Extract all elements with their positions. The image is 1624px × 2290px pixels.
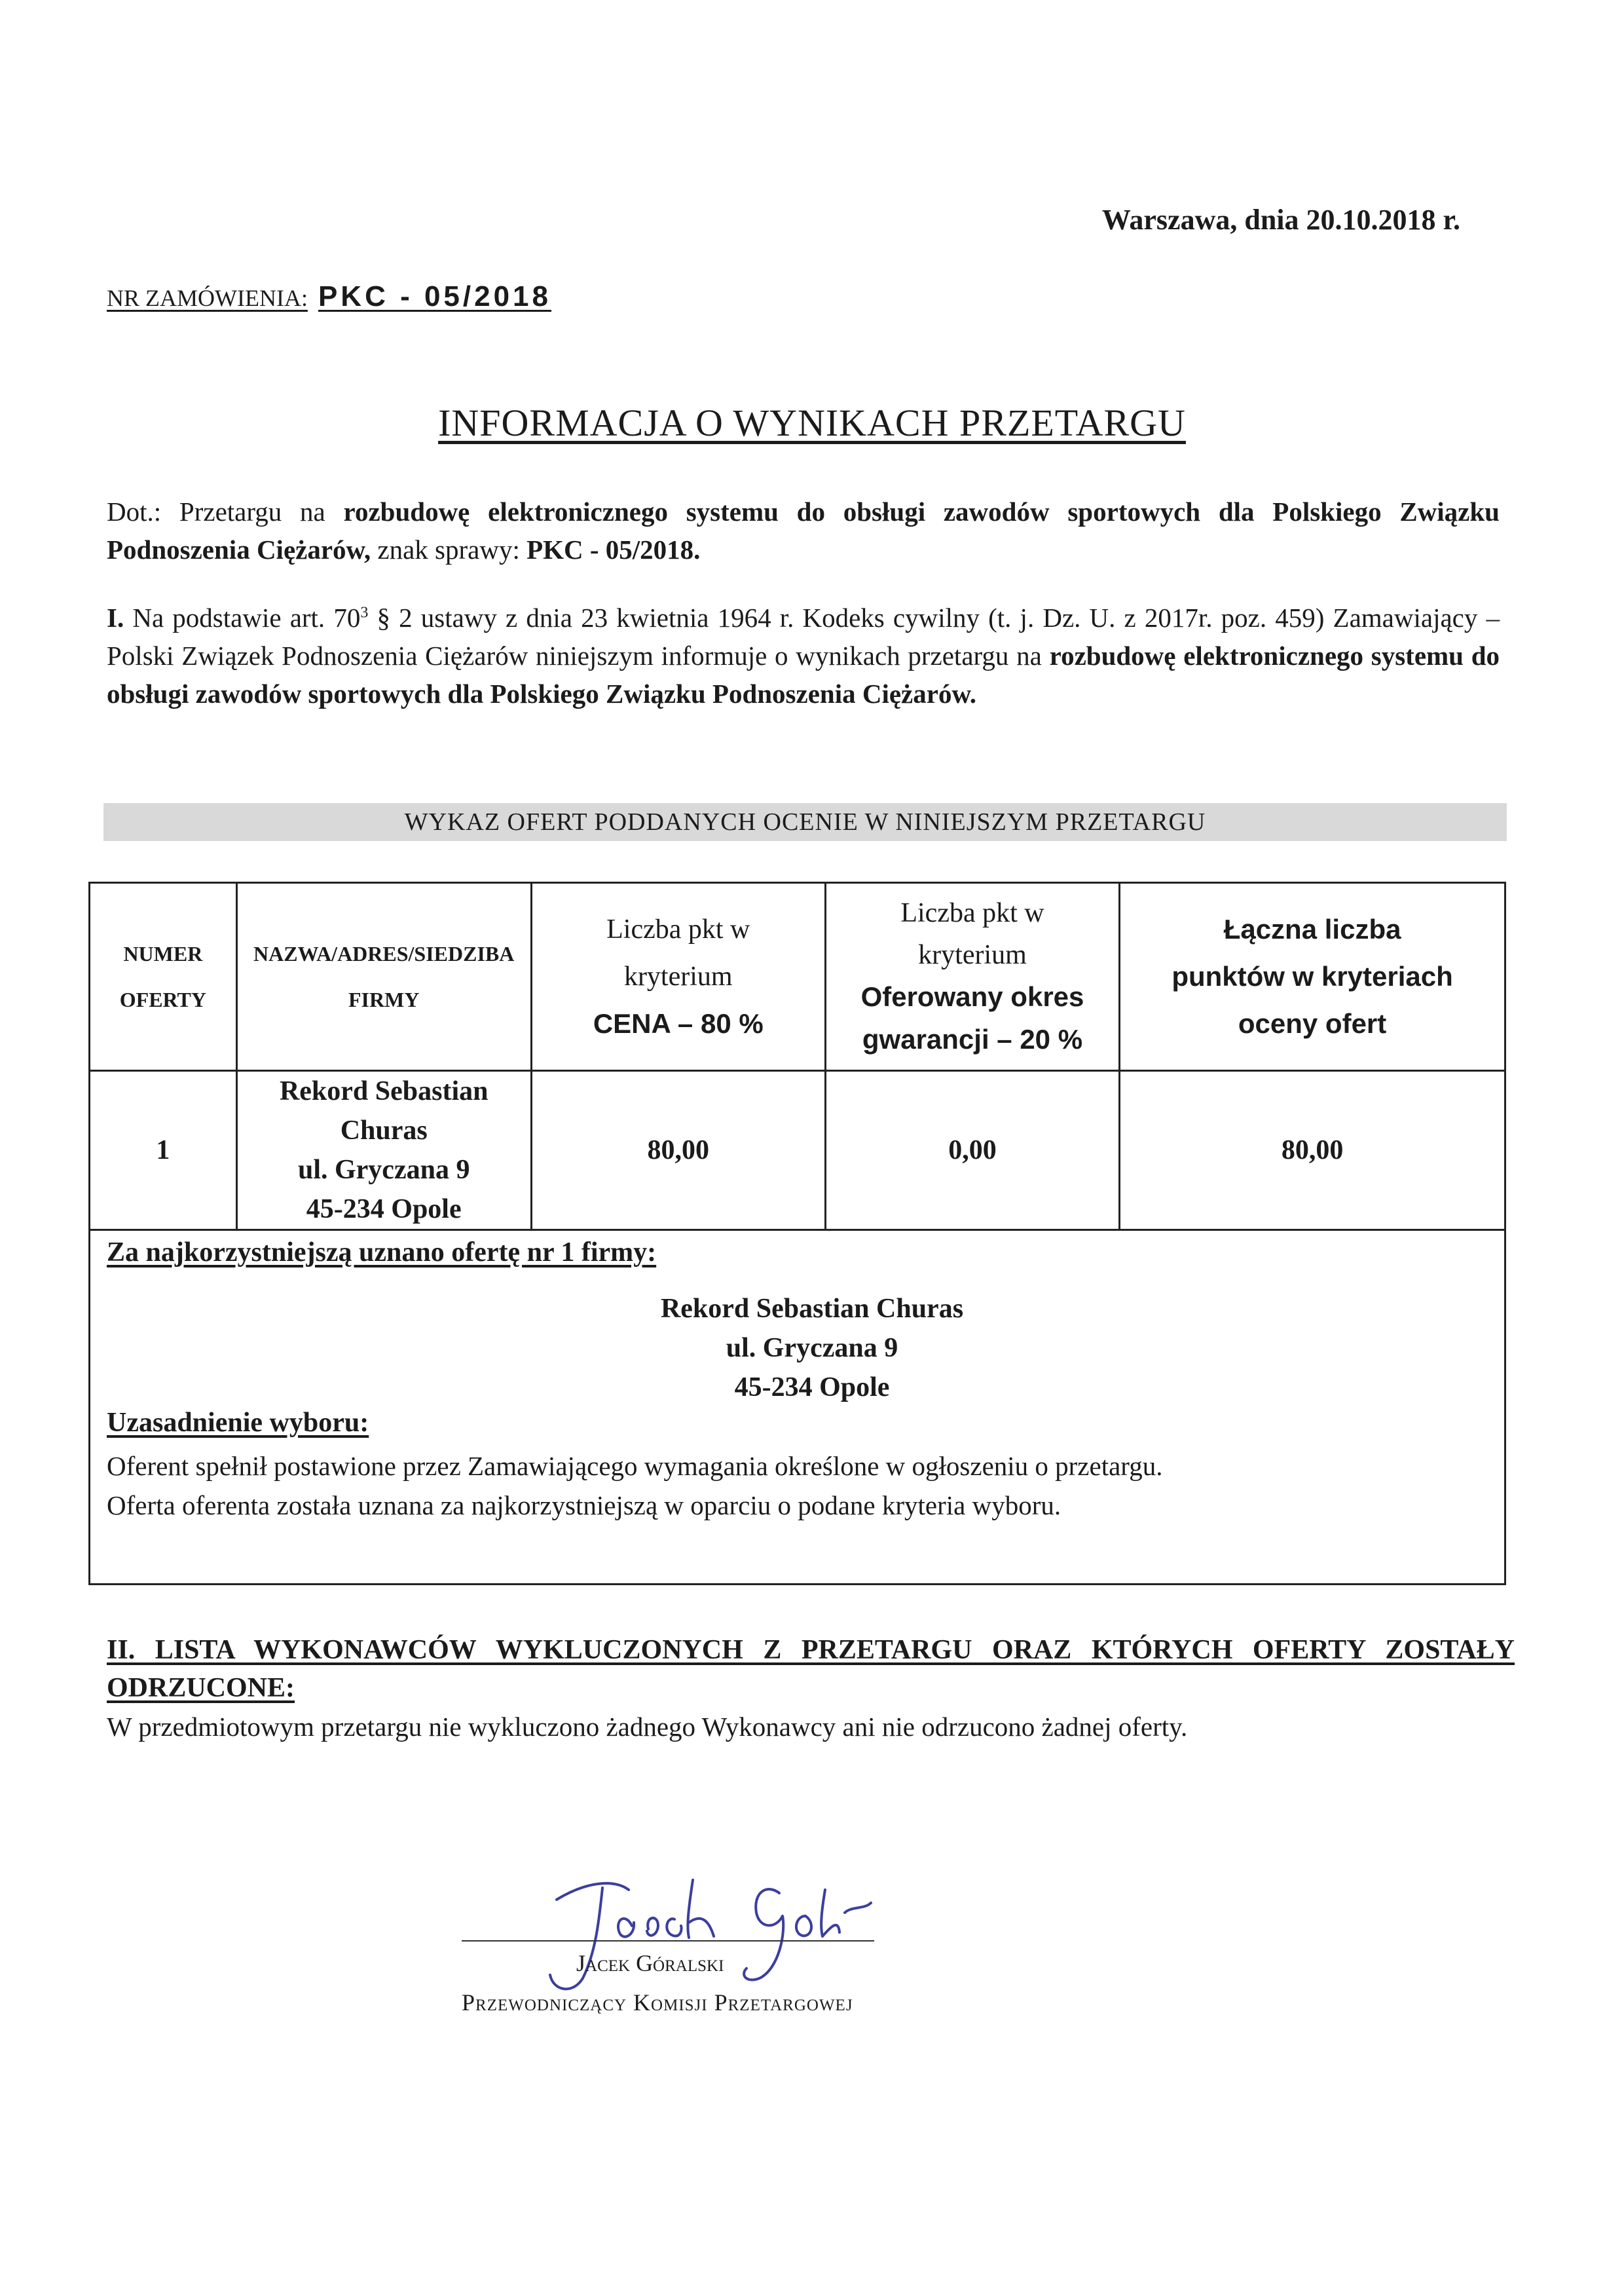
handwritten-signature	[517, 1854, 884, 2004]
company-city: 45-234 Opole	[306, 1194, 462, 1224]
header-price-criterion	[531, 883, 825, 1071]
winner-company-street: ul. Gryczana 9	[726, 1333, 898, 1363]
subject-paragraph	[107, 493, 1500, 569]
header-total-points	[1120, 883, 1505, 1071]
header-total-line-3: oceny ofert	[1238, 1008, 1387, 1039]
winner-company-city: 45-234 Opole	[734, 1372, 890, 1402]
header-price-line-2: kryterium	[623, 961, 733, 992]
winner-company-name: Rekord Sebastian Churas	[660, 1294, 964, 1324]
header-total-line-1: Łączna liczba	[1223, 914, 1401, 945]
price-points-cell: 80,00	[531, 1071, 825, 1230]
signature-line	[462, 1940, 874, 1942]
company-street: ul. Gryczana 9	[297, 1155, 470, 1185]
justification-line-2: Oferta oferenta została uznana za najkorzystniejszą w oparciu o podane kryteria wyboru.	[107, 1490, 1061, 1520]
winner-company	[0, 1289, 1624, 1407]
winner-heading: Za najkorzystniejszą uznano ofertę nr 1 firmy:	[107, 1237, 657, 1267]
header-company	[236, 883, 531, 1071]
subject-label: Dot.:	[107, 497, 162, 527]
header-price-line-3: CENA – 80 %	[593, 1007, 764, 1039]
header-warranty-criterion	[825, 883, 1119, 1071]
header-warranty-line-2: kryterium	[918, 940, 1027, 970]
order-number	[107, 280, 551, 313]
header-company-line-2: FIRMY	[348, 988, 420, 1011]
section-1-subject: rozbudowę elektronicznego systemu do obsługi zawodów sportowych dla Polskiego Związku Podnoszenia Ciężarów.	[107, 641, 1500, 709]
section-2-heading: II. LISTA WYKONAWCÓW WYKLUCZONYCH Z PRZETARGU ORAZ KTÓRYCH OFERTY ZOSTAŁY ODRZUCONE:	[107, 1635, 1515, 1703]
offers-table-header-row	[90, 883, 1505, 1071]
section-1-text-b: § 2 ustawy z dnia 23 kwietnia 1964 r. Kodeks cywilny (t. j. Dz. U. z 2017r. poz. 459) Zamawiający – Polski Związek Podnoszenia Ciężarów niniejszym informuje o wynikach przetargu na	[107, 603, 1500, 671]
header-offer-number	[90, 883, 237, 1071]
section-2-text: W przedmiotowym przetargu nie wykluczono żadnego Wykonawcy ani nie odrzucono żadnej oferty.	[107, 1712, 1188, 1742]
article-superscript: 3	[360, 604, 369, 622]
subject-name: rozbudowę elektronicznego systemu do obsługi zawodów sportowych dla Polskiego Związku Podnoszenia Ciężarów,	[107, 497, 1500, 565]
section-1-paragraph	[107, 599, 1500, 713]
document-title: INFORMACJA O WYNIKACH PRZETARGU	[438, 402, 1186, 444]
subject-prefix: Przetargu na	[179, 497, 325, 527]
document-date: Warszawa, dnia 20.10.2018 r.	[1101, 204, 1460, 236]
justification-heading: Uzasadnienie wyboru:	[107, 1408, 369, 1438]
case-sign-label: znak sprawy:	[377, 535, 520, 565]
section-1-numeral: I.	[107, 603, 124, 633]
order-number-label: NR ZAMÓWIENIA:	[107, 285, 308, 311]
justification-line-1: Oferent spełnił postawione przez Zamawiającego wymagania określone w ogłoszeniu o przetargu.	[107, 1451, 1163, 1481]
header-company-line-1: NAZWA/ADRES/SIEDZIBA	[253, 942, 515, 966]
header-warranty-line-3: Oferowany okres	[860, 981, 1084, 1012]
order-number-value: PKC - 05/2018	[318, 280, 552, 312]
section-1-text-a: Na podstawie art. 70	[132, 603, 361, 633]
justification-text	[107, 1446, 1162, 1525]
warranty-points-cell: 0,00	[825, 1071, 1119, 1230]
case-sign-value: PKC - 05/2018.	[526, 535, 701, 565]
signatory-role: Przewodniczący Komisji Przetargowej	[462, 1989, 853, 2016]
header-warranty-line-1: Liczba pkt w	[900, 898, 1044, 928]
header-offer-number-line-2: OFERTY	[119, 988, 206, 1011]
offers-list-heading: WYKAZ OFERT PODDANYCH OCENIE W NINIEJSZYM PRZETARGU	[103, 803, 1507, 841]
offers-table	[88, 882, 1506, 1231]
signatory-name: Jacek Góralski	[576, 1950, 724, 1976]
header-warranty-line-4: gwarancji – 20 %	[862, 1024, 1083, 1055]
total-points-cell: 80,00	[1120, 1071, 1505, 1230]
company-name: Rekord Sebastian Churas	[279, 1076, 489, 1146]
header-offer-number-line-1: NUMER	[123, 942, 203, 966]
header-price-line-1: Liczba pkt w	[606, 914, 750, 945]
offer-number-cell: 1	[90, 1071, 237, 1230]
header-total-line-2: punktów w kryteriach	[1172, 961, 1453, 992]
